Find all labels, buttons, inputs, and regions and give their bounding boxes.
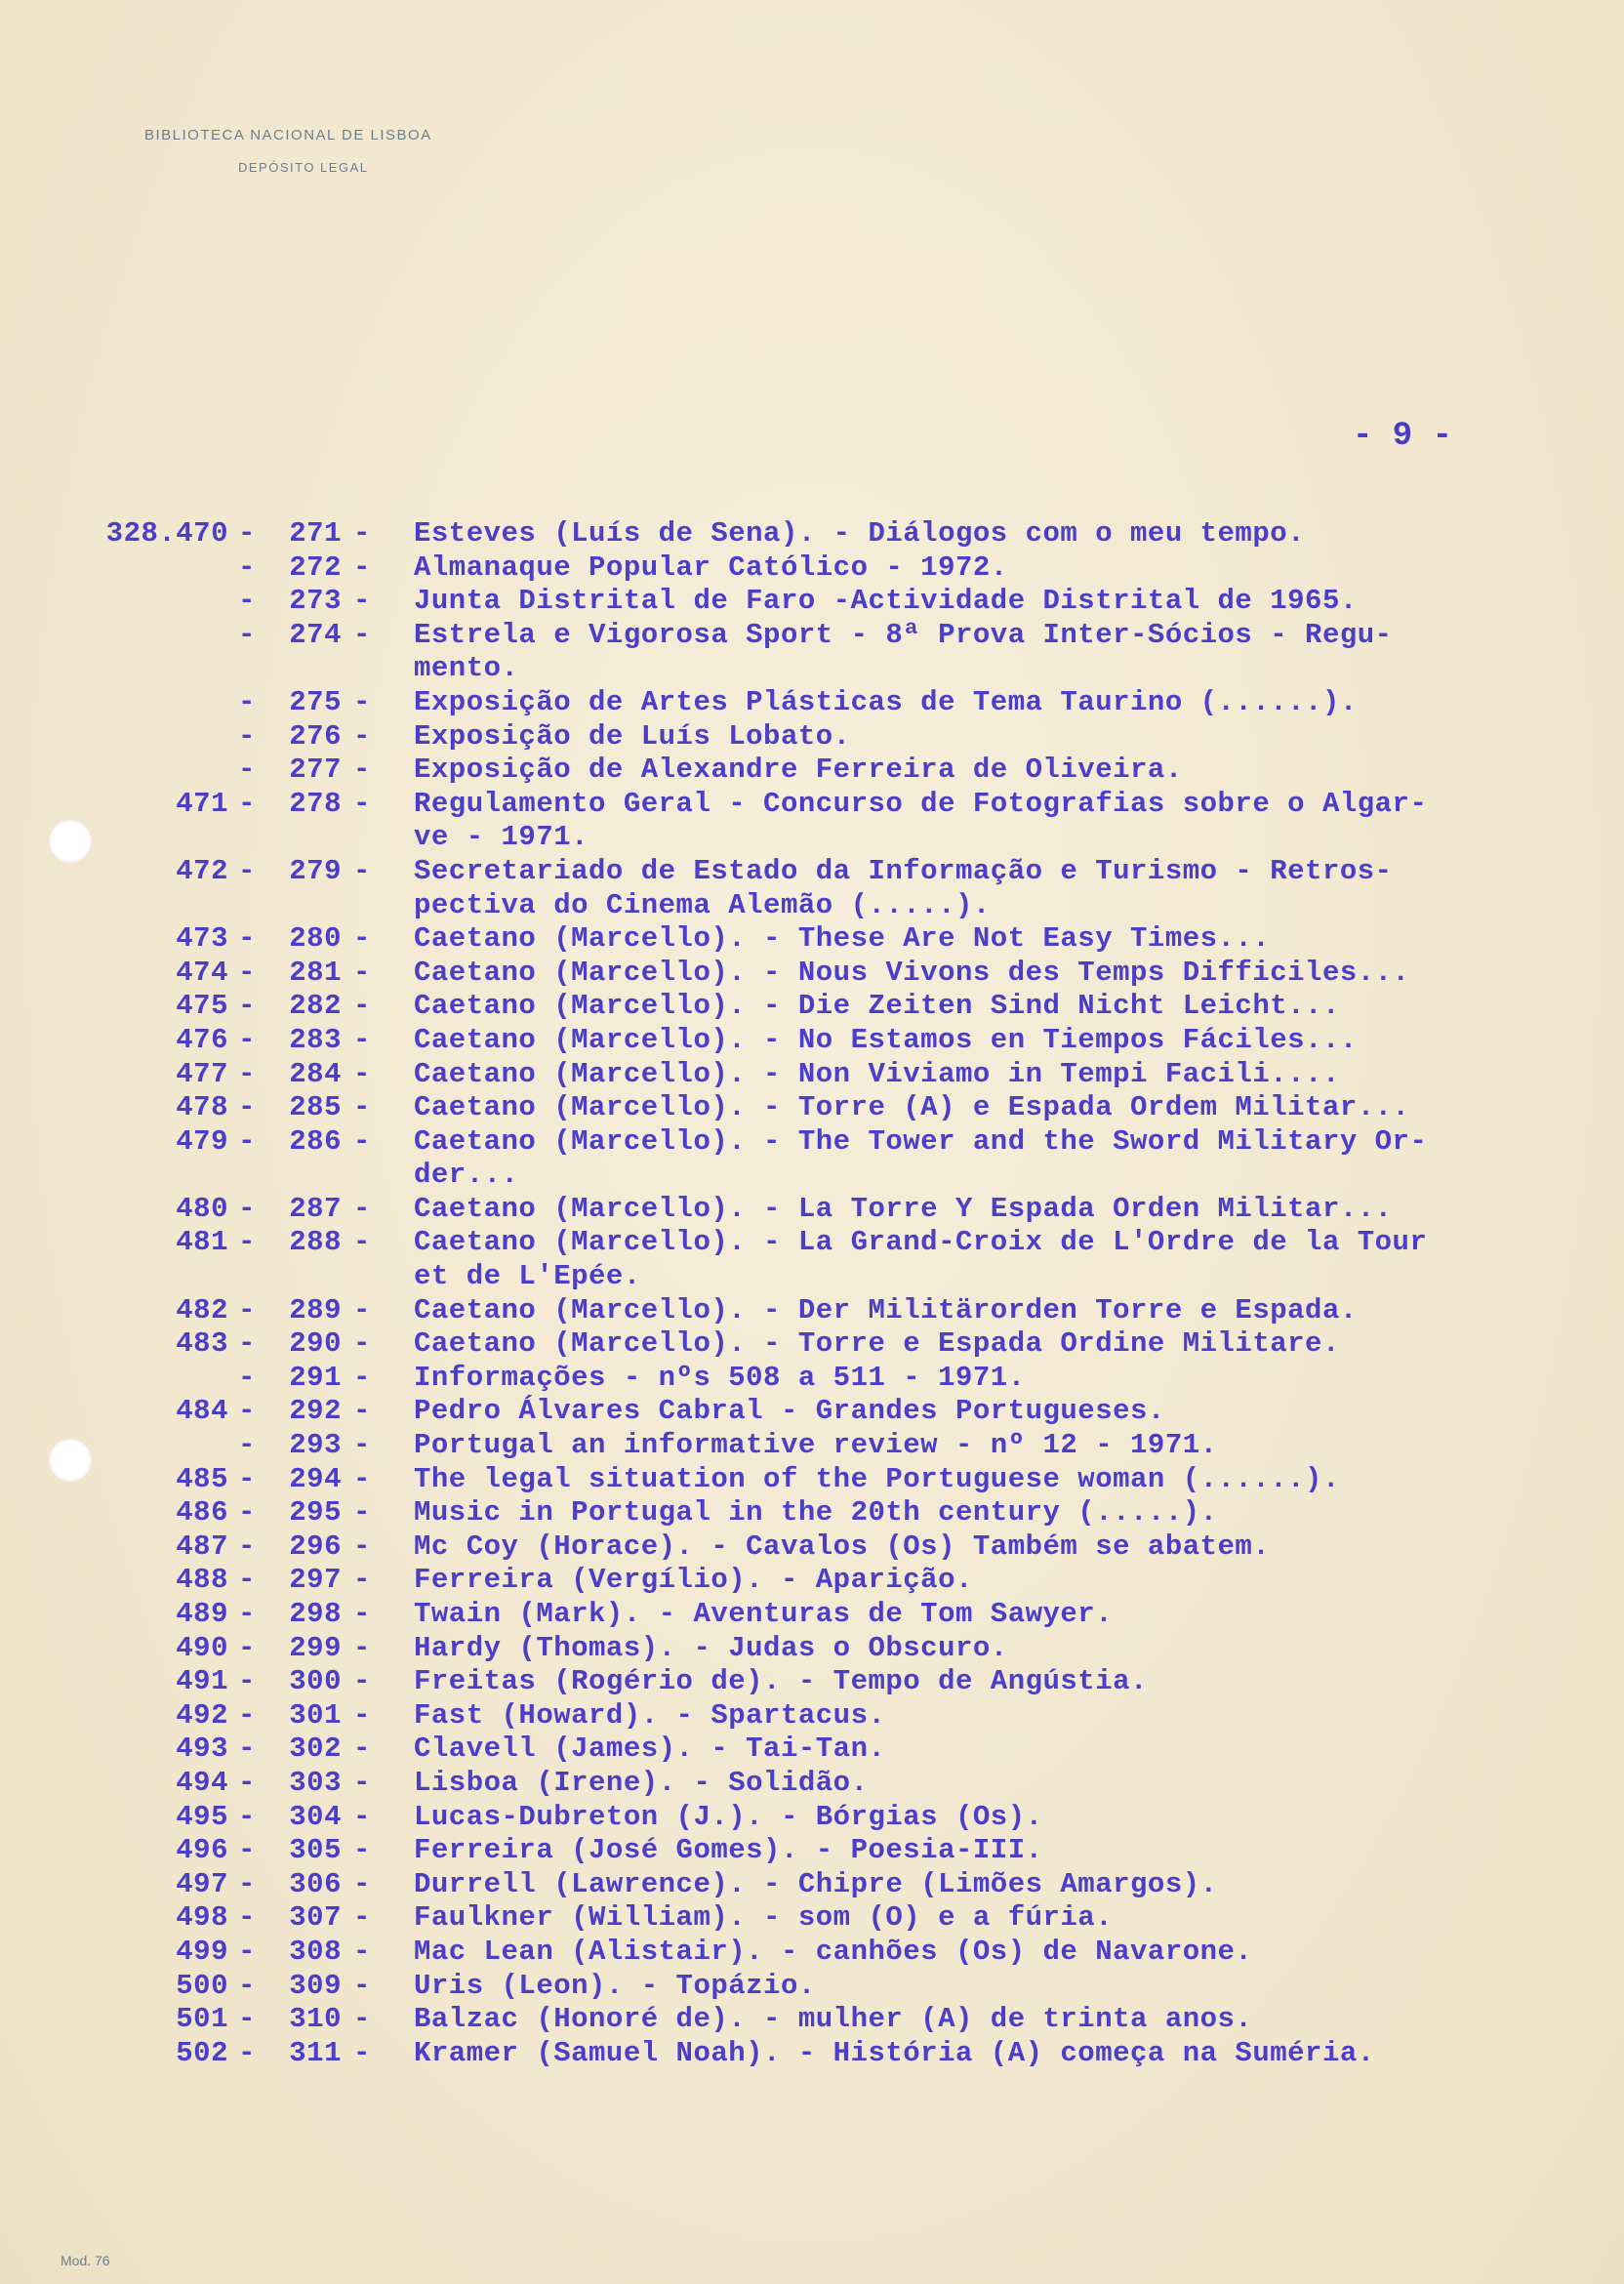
dash-separator: - [353, 1226, 371, 1259]
entry-number: 283 [289, 1023, 342, 1056]
form-code: Mod. 76 [61, 2253, 110, 2268]
dash-separator: - [353, 1901, 371, 1935]
entry-title: Mc Coy (Horace). - Cavalos (Os) Também se abatem. [414, 1529, 1271, 1563]
list-item [0, 990, 1624, 1024]
list-item [0, 1530, 1624, 1565]
dash-separator: - [353, 1665, 371, 1698]
entry-title: Caetano (Marcello). - Torre (A) e Espada Ordem Militar... [414, 1091, 1410, 1124]
dash-separator: - [238, 1462, 256, 1495]
entry-title: Caetano (Marcello). - Nous Vivons des Temps Difficiles... [414, 956, 1410, 989]
deposit-number: 490 [176, 1631, 228, 1664]
dash-separator: - [238, 854, 256, 887]
dash-separator: - [238, 1361, 256, 1394]
entry-title: Kramer (Samuel Noah). - História (A) começa na Suméria. [414, 2036, 1375, 2069]
entry-title: Exposição de Artes Plásticas de Tema Taurino (......). [414, 685, 1358, 718]
list-item [0, 517, 1624, 551]
entry-number: 272 [289, 551, 342, 584]
entry-number: 310 [289, 2003, 342, 2036]
dash-separator: - [238, 585, 256, 618]
deposit-number: 472 [176, 854, 228, 887]
list-item [0, 720, 1624, 755]
list-item [0, 1767, 1624, 1801]
dash-separator: - [238, 1698, 256, 1732]
entry-title: Caetano (Marcello). - Die Zeiten Sind Nicht Leicht... [414, 990, 1340, 1023]
entry-number: 306 [289, 1867, 342, 1900]
entry-number: 300 [289, 1665, 342, 1698]
dash-separator: - [238, 787, 256, 820]
deposit-number: 500 [176, 1969, 228, 2002]
entry-title: Almanaque Popular Católico - 1972. [414, 551, 1008, 584]
deposit-number: 492 [176, 1698, 228, 1732]
deposit-number: 489 [176, 1598, 228, 1630]
dash-separator: - [353, 1192, 371, 1225]
department-name: DEPÓSITO LEGAL [238, 160, 369, 175]
dash-separator: - [353, 787, 371, 820]
dash-separator: - [353, 1361, 371, 1394]
dash-separator: - [353, 2036, 371, 2069]
entry-title: Esteves (Luís de Sena). - Diálogos com o meu tempo. [414, 517, 1306, 550]
dash-separator: - [353, 1800, 371, 1833]
list-item [0, 1665, 1624, 1699]
entry-number: 302 [289, 1733, 342, 1766]
dash-separator: - [353, 1462, 371, 1495]
list-item [0, 1362, 1624, 1396]
dash-separator: - [238, 956, 256, 989]
entry-title: Regulamento Geral - Concurso de Fotografias sobre o Algar- [414, 787, 1428, 820]
dash-separator: - [353, 1631, 371, 1664]
dash-separator: - [238, 1496, 256, 1529]
entry-title: Caetano (Marcello). - La Grand-Croix de L'Ordre de la Tour [414, 1226, 1428, 1259]
entry-title: Ferreira (José Gomes). - Poesia-III. [414, 1834, 1043, 1867]
dash-separator: - [353, 1766, 371, 1799]
list-item [0, 1699, 1624, 1733]
entry-title: Uris (Leon). - Topázio. [414, 1969, 816, 2002]
list-item [0, 922, 1624, 957]
dash-separator: - [238, 2003, 256, 2036]
entry-number: 277 [289, 754, 342, 787]
entry-title: Faulkner (William). - som (O) e a fúria. [414, 1901, 1114, 1935]
entry-number: 276 [289, 719, 342, 753]
entry-number: 279 [289, 854, 342, 887]
entry-title: Secretariado de Estado da Informação e Turismo - Retros- [414, 854, 1393, 887]
list-item [0, 1058, 1624, 1092]
list-item [0, 1125, 1624, 1160]
dash-separator: - [238, 1226, 256, 1259]
dash-separator: - [238, 1969, 256, 2002]
list-item [0, 1632, 1624, 1666]
entry-title: ve - 1971. [414, 821, 589, 854]
dash-separator: - [353, 1969, 371, 2002]
entry-number: 292 [289, 1395, 342, 1428]
deposit-number: 477 [176, 1057, 228, 1090]
entry-title: Hardy (Thomas). - Judas o Obscuro. [414, 1631, 1008, 1664]
entry-title: Caetano (Marcello). - The Tower and the Sword Military Or- [414, 1124, 1428, 1158]
list-item [0, 1901, 1624, 1936]
entry-number: 293 [289, 1429, 342, 1462]
dash-separator: - [238, 1834, 256, 1867]
dash-separator: - [238, 754, 256, 787]
list-item [0, 1193, 1624, 1227]
entry-number: 288 [289, 1226, 342, 1259]
dash-separator: - [353, 685, 371, 718]
dash-separator: - [353, 1057, 371, 1090]
dash-separator: - [238, 685, 256, 718]
deposit-number: 499 [176, 1935, 228, 1968]
entry-number: 286 [289, 1124, 342, 1158]
dash-separator: - [353, 854, 371, 887]
dash-separator: - [353, 1293, 371, 1326]
list-item [0, 1395, 1624, 1429]
list-item [0, 1091, 1624, 1125]
entry-title: Freitas (Rogério de). - Tempo de Angústia. [414, 1665, 1148, 1698]
deposit-number: 475 [176, 990, 228, 1023]
dash-separator: - [353, 1834, 371, 1867]
dash-separator: - [238, 1665, 256, 1698]
list-item [0, 652, 1624, 686]
entry-number: 295 [289, 1496, 342, 1529]
entry-title: Caetano (Marcello). - Der Militärorden Torre e Espada. [414, 1293, 1358, 1326]
deposit-list [0, 517, 1624, 2070]
entry-number: 290 [289, 1327, 342, 1361]
deposit-number: 480 [176, 1192, 228, 1225]
list-item [0, 957, 1624, 991]
dash-separator: - [353, 618, 371, 651]
list-item [0, 1327, 1624, 1362]
entry-title: Exposição de Alexandre Ferreira de Oliveira. [414, 754, 1183, 787]
list-item [0, 889, 1624, 923]
dash-separator: - [238, 551, 256, 584]
dash-separator: - [353, 1327, 371, 1361]
deposit-number: 478 [176, 1091, 228, 1124]
entry-number: 311 [289, 2036, 342, 2069]
list-item [0, 1226, 1624, 1260]
dash-separator: - [238, 1057, 256, 1090]
dash-separator: - [353, 551, 371, 584]
entry-title: Twain (Mark). - Aventuras de Tom Sawyer. [414, 1598, 1114, 1630]
entry-title: Exposição de Luís Lobato. [414, 719, 851, 753]
dash-separator: - [238, 922, 256, 956]
dash-separator: - [238, 1293, 256, 1326]
entry-title: Caetano (Marcello). - Non Viviamo in Tempi Facili.... [414, 1057, 1340, 1090]
entry-number: 299 [289, 1631, 342, 1664]
dash-separator: - [353, 1733, 371, 1766]
list-item [0, 1429, 1624, 1463]
dash-separator: - [353, 1598, 371, 1630]
entry-number: 296 [289, 1529, 342, 1563]
dash-separator: - [238, 618, 256, 651]
entry-title: Fast (Howard). - Spartacus. [414, 1698, 886, 1732]
entry-title: Junta Distrital de Faro -Actividade Distrital de 1965. [414, 585, 1358, 618]
entry-title: Lucas-Dubreton (J.). - Bórgias (Os). [414, 1800, 1043, 1833]
entry-number: 285 [289, 1091, 342, 1124]
dash-separator: - [353, 517, 371, 550]
dash-separator: - [238, 1327, 256, 1361]
deposit-number: 473 [176, 922, 228, 956]
deposit-number: 493 [176, 1733, 228, 1766]
dash-separator: - [238, 1935, 256, 1968]
dash-separator: - [238, 719, 256, 753]
entry-title: der... [414, 1159, 519, 1192]
entry-title: pectiva do Cinema Alemão (.....). [414, 888, 991, 921]
dash-separator: - [238, 1800, 256, 1833]
dash-separator: - [353, 1091, 371, 1124]
list-item [0, 619, 1624, 653]
dash-separator: - [238, 2036, 256, 2069]
entry-title: Caetano (Marcello). - La Torre Y Espada Orden Militar... [414, 1192, 1393, 1225]
dash-separator: - [353, 2003, 371, 2036]
dash-separator: - [238, 517, 256, 550]
letterhead [144, 127, 432, 175]
entry-number: 281 [289, 956, 342, 989]
list-item [0, 2003, 1624, 2037]
entry-number: 297 [289, 1564, 342, 1597]
dash-separator: - [353, 956, 371, 989]
entry-number: 307 [289, 1901, 342, 1935]
list-item [0, 1936, 1624, 1970]
entry-number: 309 [289, 1969, 342, 2002]
list-item [0, 1970, 1624, 2004]
entry-title: The legal situation of the Portuguese woman (......). [414, 1462, 1340, 1495]
entry-title: Balzac (Honoré de). - mulher (A) de trinta anos. [414, 2003, 1253, 2036]
list-item [0, 2037, 1624, 2071]
dash-separator: - [238, 1395, 256, 1428]
list-item [0, 1868, 1624, 1902]
deposit-number: 494 [176, 1766, 228, 1799]
deposit-number: 491 [176, 1665, 228, 1698]
deposit-number: 498 [176, 1901, 228, 1935]
dash-separator: - [238, 1023, 256, 1056]
entry-number: 280 [289, 922, 342, 956]
entry-title: Clavell (James). - Tai-Tan. [414, 1733, 886, 1766]
entry-title: Caetano (Marcello). - No Estamos en Tiempos Fáciles... [414, 1023, 1358, 1056]
entry-title: et de L'Epée. [414, 1260, 641, 1293]
deposit-number: 497 [176, 1867, 228, 1900]
entry-number: 308 [289, 1935, 342, 1968]
entry-title: Music in Portugal in the 20th century (.....). [414, 1496, 1218, 1529]
dash-separator: - [353, 990, 371, 1023]
list-item [0, 686, 1624, 720]
list-item [0, 1024, 1624, 1058]
dash-separator: - [238, 990, 256, 1023]
dash-separator: - [238, 1766, 256, 1799]
entry-number: 291 [289, 1361, 342, 1394]
entry-number: 274 [289, 618, 342, 651]
list-item [0, 788, 1624, 822]
deposit-number: 502 [176, 2036, 228, 2069]
deposit-number: 496 [176, 1834, 228, 1867]
list-item [0, 754, 1624, 788]
dash-separator: - [353, 1496, 371, 1529]
entry-number: 273 [289, 585, 342, 618]
dash-separator: - [238, 1631, 256, 1664]
dash-separator: - [353, 719, 371, 753]
deposit-number: 474 [176, 956, 228, 989]
deposit-number: 485 [176, 1462, 228, 1495]
entry-number: 303 [289, 1766, 342, 1799]
entry-title: Informações - nºs 508 a 511 - 1971. [414, 1361, 1026, 1394]
dash-separator: - [238, 1901, 256, 1935]
dash-separator: - [238, 1192, 256, 1225]
list-item [0, 1801, 1624, 1835]
entry-number: 289 [289, 1293, 342, 1326]
dash-separator: - [353, 1124, 371, 1158]
entry-number: 301 [289, 1698, 342, 1732]
list-item [0, 1564, 1624, 1598]
dash-separator: - [238, 1867, 256, 1900]
dash-separator: - [353, 1529, 371, 1563]
list-item [0, 821, 1624, 855]
deposit-number: 481 [176, 1226, 228, 1259]
deposit-number: 487 [176, 1529, 228, 1563]
deposit-number: 476 [176, 1023, 228, 1056]
dash-separator: - [238, 1124, 256, 1158]
entry-title: Lisboa (Irene). - Solidão. [414, 1766, 869, 1799]
dash-separator: - [353, 1564, 371, 1597]
list-item [0, 1598, 1624, 1632]
list-item [0, 1463, 1624, 1497]
entry-title: Estrela e Vigorosa Sport - 8ª Prova Inter-Sócios - Regu- [414, 618, 1393, 651]
dash-separator: - [353, 754, 371, 787]
list-item [0, 1159, 1624, 1193]
entry-title: Durrell (Lawrence). - Chipre (Limões Amargos). [414, 1867, 1218, 1900]
entry-number: 298 [289, 1598, 342, 1630]
list-item [0, 585, 1624, 619]
entry-title: Portugal an informative review - nº 12 - 1971. [414, 1429, 1218, 1462]
dash-separator: - [353, 1867, 371, 1900]
dash-separator: - [353, 585, 371, 618]
entry-title: Caetano (Marcello). - These Are Not Easy Times... [414, 922, 1271, 956]
dash-separator: - [238, 1429, 256, 1462]
deposit-number: 488 [176, 1564, 228, 1597]
dash-separator: - [353, 1023, 371, 1056]
list-item [0, 1834, 1624, 1868]
deposit-number: 501 [176, 2003, 228, 2036]
deposit-number: 328.470 [105, 517, 228, 550]
entry-number: 282 [289, 990, 342, 1023]
deposit-number: 484 [176, 1395, 228, 1428]
entry-number: 271 [289, 517, 342, 550]
page-number: - 9 - [1353, 418, 1453, 455]
list-item [0, 855, 1624, 889]
entry-number: 305 [289, 1834, 342, 1867]
dash-separator: - [238, 1529, 256, 1563]
entry-number: 287 [289, 1192, 342, 1225]
deposit-number: 486 [176, 1496, 228, 1529]
dash-separator: - [353, 1698, 371, 1732]
list-item [0, 1496, 1624, 1530]
entry-title: Caetano (Marcello). - Torre e Espada Ordine Militare. [414, 1327, 1340, 1361]
deposit-number: 483 [176, 1327, 228, 1361]
entry-title: Mac Lean (Alistair). - canhões (Os) de Navarone. [414, 1935, 1253, 1968]
entry-number: 294 [289, 1462, 342, 1495]
deposit-number: 471 [176, 787, 228, 820]
deposit-number: 479 [176, 1124, 228, 1158]
dash-separator: - [353, 922, 371, 956]
dash-separator: - [238, 1564, 256, 1597]
list-item [0, 1294, 1624, 1328]
entry-number: 278 [289, 787, 342, 820]
deposit-number: 495 [176, 1800, 228, 1833]
dash-separator: - [238, 1733, 256, 1766]
entry-number: 284 [289, 1057, 342, 1090]
entry-title: mento. [414, 652, 519, 685]
institution-name: BIBLIOTECA NACIONAL DE LISBOA [144, 127, 432, 143]
deposit-number: 482 [176, 1293, 228, 1326]
list-item [0, 1733, 1624, 1767]
list-item [0, 551, 1624, 586]
dash-separator: - [353, 1935, 371, 1968]
dash-separator: - [238, 1598, 256, 1630]
dash-separator: - [353, 1395, 371, 1428]
entry-number: 275 [289, 685, 342, 718]
dash-separator: - [353, 1429, 371, 1462]
dash-separator: - [238, 1091, 256, 1124]
entry-title: Pedro Álvares Cabral - Grandes Portugueses. [414, 1395, 1165, 1428]
list-item [0, 1260, 1624, 1294]
entry-title: Ferreira (Vergílio). - Aparição. [414, 1564, 973, 1597]
entry-number: 304 [289, 1800, 342, 1833]
